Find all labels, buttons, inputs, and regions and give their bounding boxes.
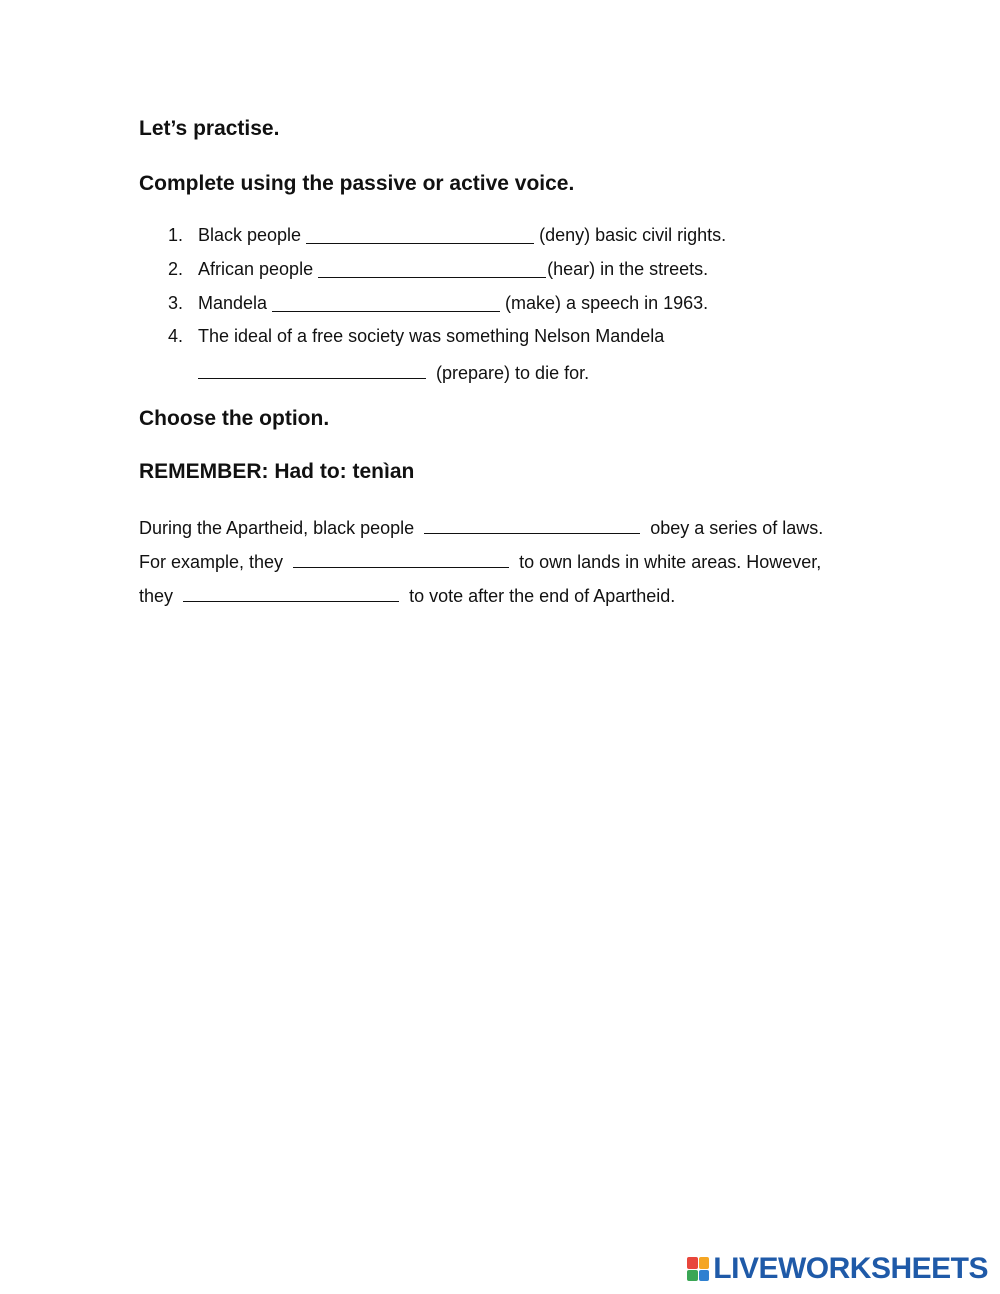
liveworksheets-logo <box>687 1252 988 1286</box>
choice-blank-1[interactable] <box>424 515 640 534</box>
item-number: 1. <box>168 225 184 245</box>
item-text-before: Black people <box>198 225 302 245</box>
choice-blank-2[interactable] <box>293 549 509 568</box>
paragraph-line-1 <box>139 515 823 539</box>
exercise-item-2 <box>168 259 708 280</box>
logo-mark-square <box>687 1270 698 1282</box>
item-text-before: Mandela <box>198 293 268 313</box>
logo-mark-square <box>699 1257 710 1269</box>
remember-note: REMEMBER: Had to: tenìan <box>139 460 415 483</box>
exercise-item-4 <box>168 326 664 347</box>
logo-text: LIVEWORKSHEETS <box>713 1252 988 1285</box>
paragraph-text: During the Apartheid, black people <box>139 518 415 538</box>
exercise-item-4-continued <box>198 360 589 384</box>
exercise-item-1 <box>168 225 726 246</box>
paragraph-line-2 <box>139 549 821 573</box>
exercise-item-3 <box>168 293 708 314</box>
paragraph-line-3 <box>139 583 675 607</box>
answer-blank-3[interactable] <box>272 293 500 312</box>
choice-blank-3[interactable] <box>183 583 399 602</box>
logo-mark-icon <box>687 1257 709 1281</box>
item-text-after: (prepare) to die for. <box>436 363 590 383</box>
logo-mark-square <box>687 1257 698 1269</box>
answer-blank-1[interactable] <box>306 225 534 244</box>
answer-blank-2[interactable] <box>318 259 546 278</box>
item-number: 2. <box>168 259 184 279</box>
section-heading-choose: Choose the option. <box>139 407 330 430</box>
answer-blank-4[interactable] <box>198 360 426 379</box>
item-text-before: African people <box>198 259 314 279</box>
item-number: 4. <box>168 326 184 346</box>
paragraph-text: to own lands in white areas. However, <box>519 552 822 572</box>
section-heading-complete: Complete using the passive or active voice. <box>139 172 575 195</box>
logo-mark-square <box>699 1270 710 1282</box>
item-text-after: (hear) in the streets. <box>547 259 709 279</box>
paragraph-text: obey a series of laws. <box>650 518 824 538</box>
paragraph-text: to vote after the end of Apartheid. <box>409 586 676 606</box>
page-title: Let’s practise. <box>139 117 280 140</box>
item-text-before: The ideal of a free society was something Nelson Mandela <box>198 326 665 346</box>
paragraph-text: For example, they <box>139 552 284 572</box>
paragraph-text: they <box>139 586 174 606</box>
item-text-after: (make) a speech in 1963. <box>505 293 709 313</box>
item-text-after: (deny) basic civil rights. <box>539 225 727 245</box>
item-number: 3. <box>168 293 184 313</box>
